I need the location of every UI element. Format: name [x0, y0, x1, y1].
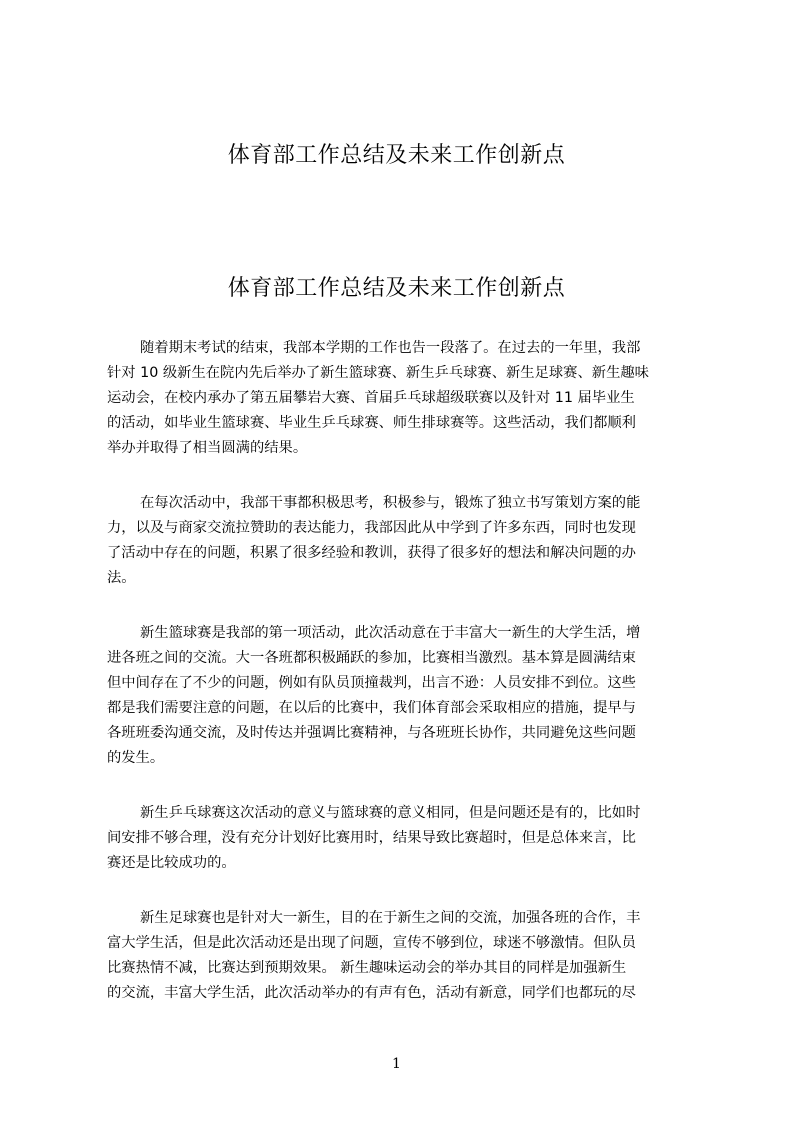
text-line: 的活动，如毕业生篮球赛、毕业生乒乓球赛、师生排球赛等。这些活动，我们都顺利: [107, 415, 636, 431]
paragraph: [107, 621, 699, 771]
paragraph: [107, 336, 699, 461]
text-line: 运动会，在校内承办了第五届攀岩大赛、首届乒乓球超级联赛以及针对 11 届毕业生: [107, 390, 635, 406]
text-line: 新生篮球赛是我部的第一项活动，此次活动意在于丰富大一新生的大学生活，增: [140, 625, 641, 641]
text-line: 比赛热情不减，比赛达到预期效果。 新生趣味运动会的举办其目的同样是加强新生: [107, 960, 627, 976]
cover-title: 体育部工作总结及未来工作创新点: [227, 143, 566, 168]
text-line: 的交流，丰富大学生活，此次活动举办的有声有色，活动有新意，同学们也都玩的尽: [107, 985, 636, 1001]
text-line: 各班班委沟通交流，及时传达并强调比赛精神，与各班班长协作，共同避免这些问题: [107, 725, 636, 741]
page-number: 1: [392, 1056, 401, 1072]
text-line: 进各班之间的交流。大一各班都积极踊跃的参加，比赛相当激烈。基本算是圆满结束: [107, 650, 636, 666]
text-line: 都是我们需要注意的问题，在以后的比赛中，我们体育部会采取相应的措施，提早与: [107, 700, 636, 716]
text-line: 在每次活动中，我部干事都积极思考，积极参与，锻炼了独立书写策划方案的能: [140, 495, 641, 511]
text-line: 新生乒乓球赛这次活动的意义与篮球赛的意义相同，但是问题还是有的，比如时: [140, 805, 641, 821]
text-line: 赛还是比较成功的。: [107, 855, 236, 871]
paragraph: [107, 906, 699, 1006]
text-line: 间安排不够合理，没有充分计划好比赛用时，结果导致比赛超时，但是总体来言，比: [107, 830, 636, 846]
text-line: 了活动中存在的问题，积累了很多经验和教训，获得了很多好的想法和解决问题的办: [107, 545, 636, 561]
section-heading: 体育部工作总结及未来工作创新点: [227, 276, 566, 301]
text-line: 举办并取得了相当圆满的结果。: [107, 440, 308, 456]
text-line: 法。: [107, 570, 136, 586]
text-line: 针对 10 级新生在院内先后举办了新生篮球赛、新生乒乓球赛、新生足球赛、新生趣味: [107, 365, 649, 381]
paragraph: [107, 801, 699, 876]
text-line: 但中间存在了不少的问题，例如有队员顶撞裁判，出言不逊：人员安排不到位。这些: [107, 675, 636, 691]
text-line: 的发生。: [107, 750, 165, 766]
text-line: 富大学生活，但是此次活动还是出现了问题，宣传不够到位，球迷不够激情。但队员: [107, 935, 636, 951]
text-line: 随着期末考试的结束，我部本学期的工作也告一段落了。在过去的一年里，我部: [140, 340, 641, 356]
paragraph: [107, 491, 699, 591]
text-line: 力，以及与商家交流拉赞助的表达能力，我部因此从中学到了许多东西，同时也发现: [107, 520, 636, 536]
text-line: 新生足球赛也是针对大一新生，目的在于新生之间的交流，加强各班的合作，丰: [140, 910, 641, 926]
body-text: [107, 336, 699, 1036]
